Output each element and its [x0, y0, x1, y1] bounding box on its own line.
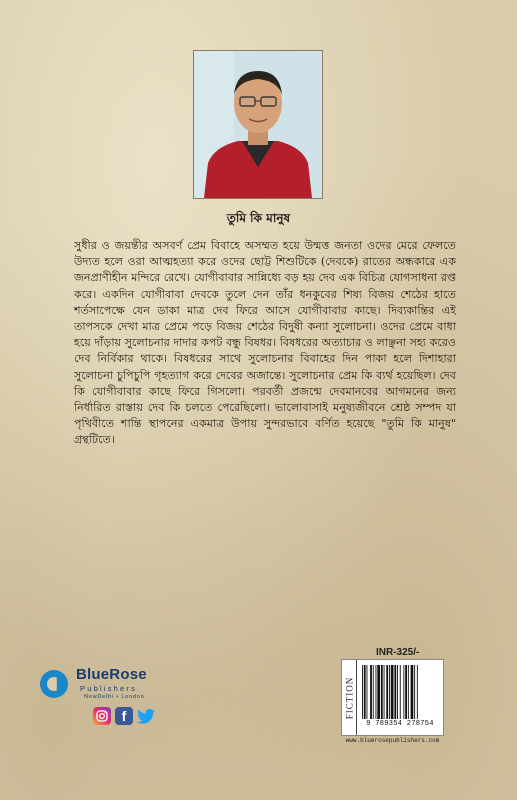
book-blurb: সুধীর ও জয়ন্তীর অসবর্ণ প্রেম বিবাহে অসম্মত হয়ে উন্মত্ত জনতা ওদের মেরে ফেলতে উদ্যত হলে ওরা আত্মহত্যা করে ওদের ছোট্ট শিশুটিকে (দেবকে) রাতের অন্ধকারে এক জনপ্রাণীহীন মন্দিরে রেখে। যোগীবাবার সান্নিধ্যে বড় হয় দেব এক বিচিত্র যোগসাধনা রপ্ত করে। একদিন যোগীবাবা দেবকে তুলে দেন তাঁর ধনকুবের শিষ্য বিজয় শেঠের হাতে শর্তসাপেক্ষে যেন ডাকা মাত্র দেব ফিরে আসে যোগীবাবার কাছে। দিব্যকান্তির এই তাপসকে দেখা মাত্র প্রেমে পড়ে বিজয় শেঠের বিদুষী কন্যা সুলোচনা। ওদের প্রেমে বাধা হয়ে দাঁড়ায় সুলোচনার দাদার কপট বন্ধু বিষধর। বিষধরের অত্যাচার ও লাঞ্ছনা সহ্য করেও দেব নির্বিকার থাকে। বিষধরের সাথে সুলোচনার বিবাহের দিন পাকা হলে দিশাহারা সুলোচনা চুপিচুপি গৃহত্যাগ করে দেবের অজান্তে। সুলোচনার প্রেম কি ব্যর্থ হয়েছিল। দেব কি যোগীবাবার কাছে ফিরে গিসলো। পরবর্তী প্রজন্মে দেবমানবের আগমনের জন্য নির্ধারিত রাস্তায় দেব কি চলতে পেরেছিলো। ভালোবাসাই মনুষ্যজীবনে শ্রেষ্ঠ সম্পদ যা পৃথিবীতে শান্তি স্থাপনের একমাত্র উপায় সুন্দরভাবে বর্ণিত হয়েছে "তুমি কি মানুষ" গ্রন্থটিতে। — [74, 239, 456, 447]
barcode-bars — [360, 665, 440, 719]
author-photo — [193, 50, 323, 199]
price-label: INR-325/- — [376, 647, 420, 658]
barcode-bar — [381, 665, 383, 719]
barcode-bar — [362, 665, 363, 719]
isbn-number: 9 789354 278754 — [366, 720, 434, 728]
instagram-icon[interactable] — [93, 707, 111, 725]
barcode-bar — [411, 665, 414, 719]
isbn-barcode — [341, 659, 444, 736]
barcode-bar — [373, 665, 374, 719]
publisher-name: BlueRose — [76, 666, 147, 683]
barcode-bar — [389, 665, 390, 719]
publisher-locations: NewDelhi • London — [84, 694, 145, 700]
social-icons — [93, 707, 155, 725]
publisher-logo — [40, 666, 170, 702]
barcode-bar — [408, 665, 409, 719]
barcode-bar — [377, 665, 380, 719]
barcode-bar — [364, 665, 366, 719]
barcode-bar — [386, 665, 388, 719]
twitter-icon[interactable] — [137, 707, 155, 725]
facebook-icon[interactable]: f — [115, 707, 133, 725]
barcode-bar — [417, 665, 418, 719]
barcode-bar — [376, 665, 377, 719]
publisher-subtitle: Publishers — [80, 684, 138, 693]
barcode-bar — [400, 665, 401, 719]
publisher-website: www.bluerosepublishers.com — [345, 737, 440, 744]
genre-strip — [342, 660, 357, 735]
genre-label: FICTION — [344, 676, 354, 719]
barcode-bar — [384, 665, 385, 719]
barcode-bar — [403, 665, 404, 719]
barcode-bar — [397, 665, 398, 719]
barcode-bar — [391, 665, 394, 719]
barcode-bar — [414, 665, 415, 719]
bluerose-logo-icon — [40, 670, 68, 698]
barcode-bar — [394, 665, 396, 719]
barcode-bar — [370, 665, 372, 719]
barcode-bar — [367, 665, 368, 719]
book-title: তুমি কি মানুষ — [226, 211, 291, 225]
barcode-bar — [405, 665, 407, 719]
